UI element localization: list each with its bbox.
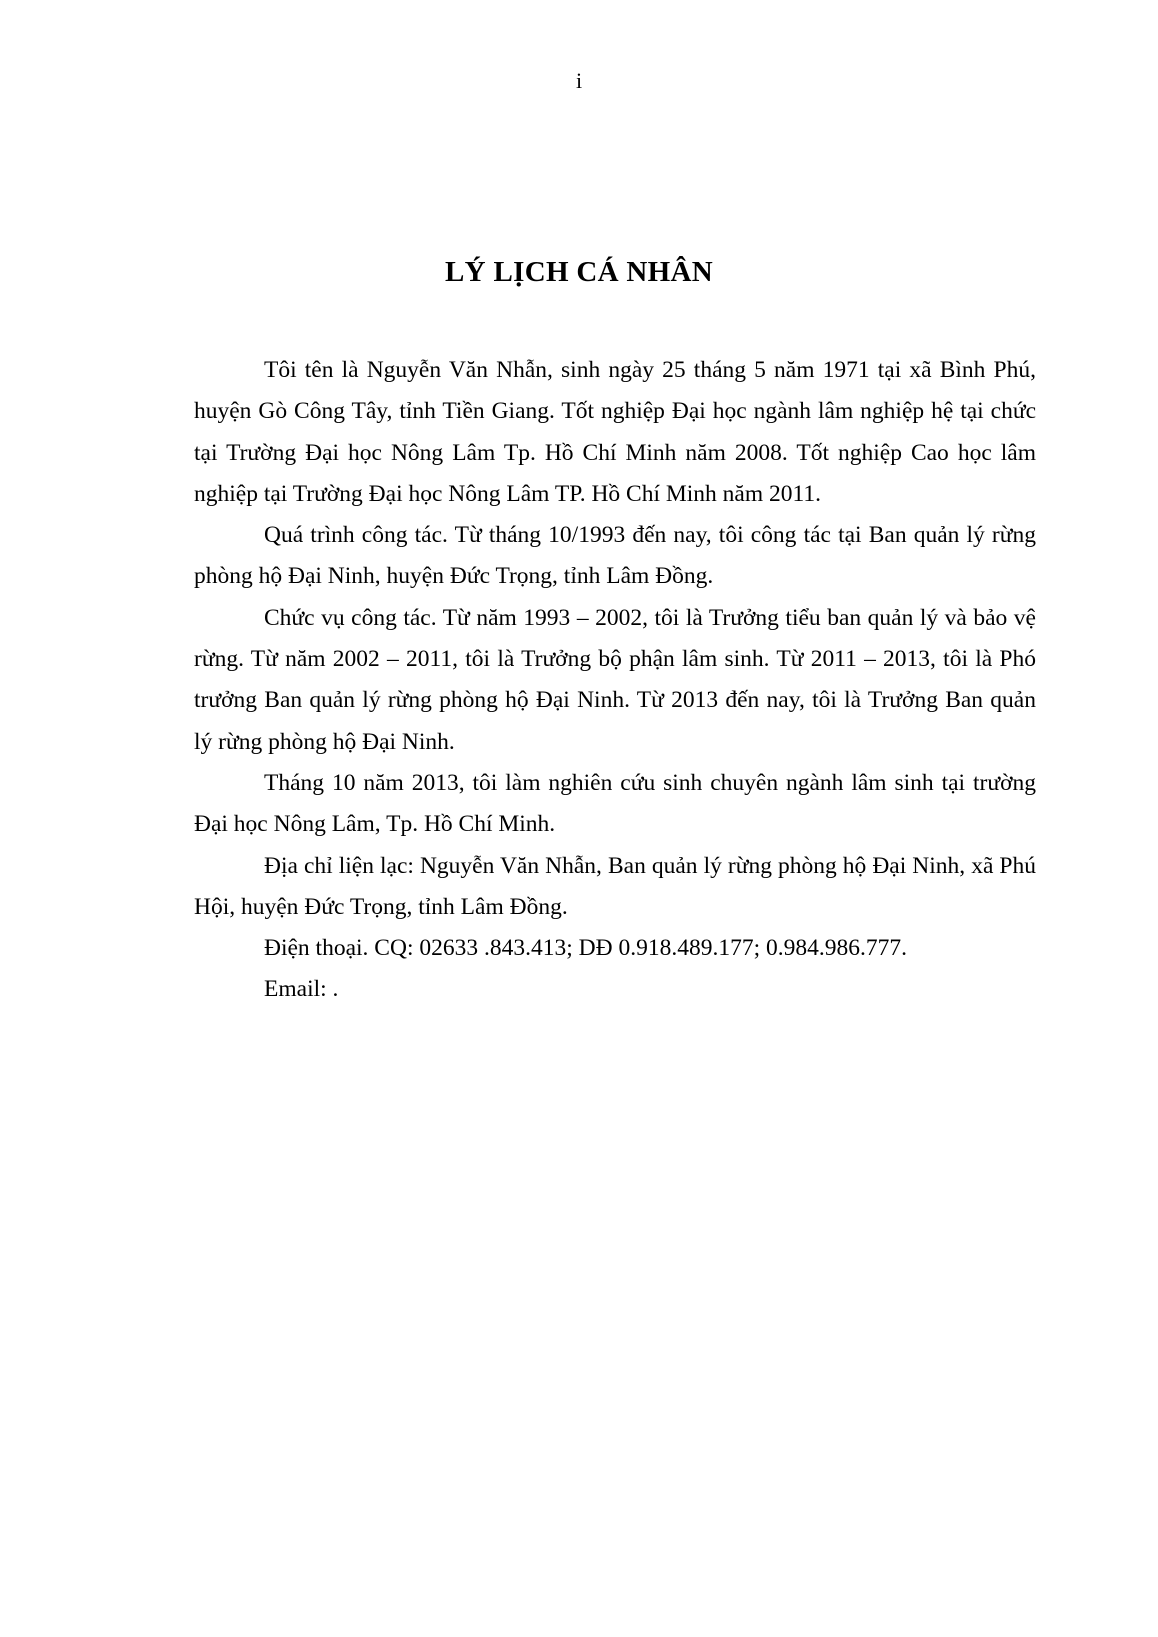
- paragraph-personal-info: Tôi tên là Nguyễn Văn Nhẫn, sinh ngày 25 tháng 5 năm 1971 tại xã Bình Phú, huyện Gò Công Tây, tỉnh Tiền Giang. Tốt nghiệp Đại học ngành lâm nghiệp hệ tại chức tại Trường Đại học Nông Lâm Tp. Hồ Chí Minh năm 2008. Tốt nghiệp Cao học lâm nghiệp tại Trường Đại học Nông Lâm TP. Hồ Chí Minh năm 2011.: [194, 357, 1036, 507]
- paragraph-positions: Chức vụ công tác. Từ năm 1993 – 2002, tôi là Trưởng tiểu ban quản lý và bảo vệ rừng. Từ năm 2002 – 2011, tôi là Trưởng bộ phận lâm sinh. Từ 2011 – 2013, tôi là Phó trưởng Ban quản lý rừng phòng hộ Đại Ninh. Từ 2013 đến nay, tôi là Trưởng Ban quản lý rừng phòng hộ Đại Ninh.: [194, 604, 1036, 755]
- document-body: [194, 350, 1036, 1011]
- paragraph-work-history: Quá trình công tác. Từ tháng 10/1993 đến nay, tôi công tác tại Ban quản lý rừng phòng hộ Đại Ninh, huyện Đức Trọng, tỉnh Lâm Đồng.: [194, 522, 1036, 590]
- paragraph-phd-study: Tháng 10 năm 2013, tôi làm nghiên cứu sinh chuyên ngành lâm sinh tại trường Đại học Nông Lâm, Tp. Hồ Chí Minh.: [194, 769, 1036, 838]
- paragraph-email: Email: .: [264, 976, 339, 1003]
- paragraph-phone: Điện thoại. CQ: 02633 .843.413; DĐ 0.918.489.177; 0.984.986.777.: [264, 935, 907, 962]
- paragraph-contact-address: Địa chỉ liện lạc: Nguyễn Văn Nhẫn, Ban quản lý rừng phòng hộ Đại Ninh, xã Phú Hội, huyện Đức Trọng, tỉnh Lâm Đồng.: [194, 852, 1036, 920]
- page-number: i: [575, 68, 583, 93]
- document-title: LÝ LỊCH CÁ NHÂN: [445, 256, 713, 288]
